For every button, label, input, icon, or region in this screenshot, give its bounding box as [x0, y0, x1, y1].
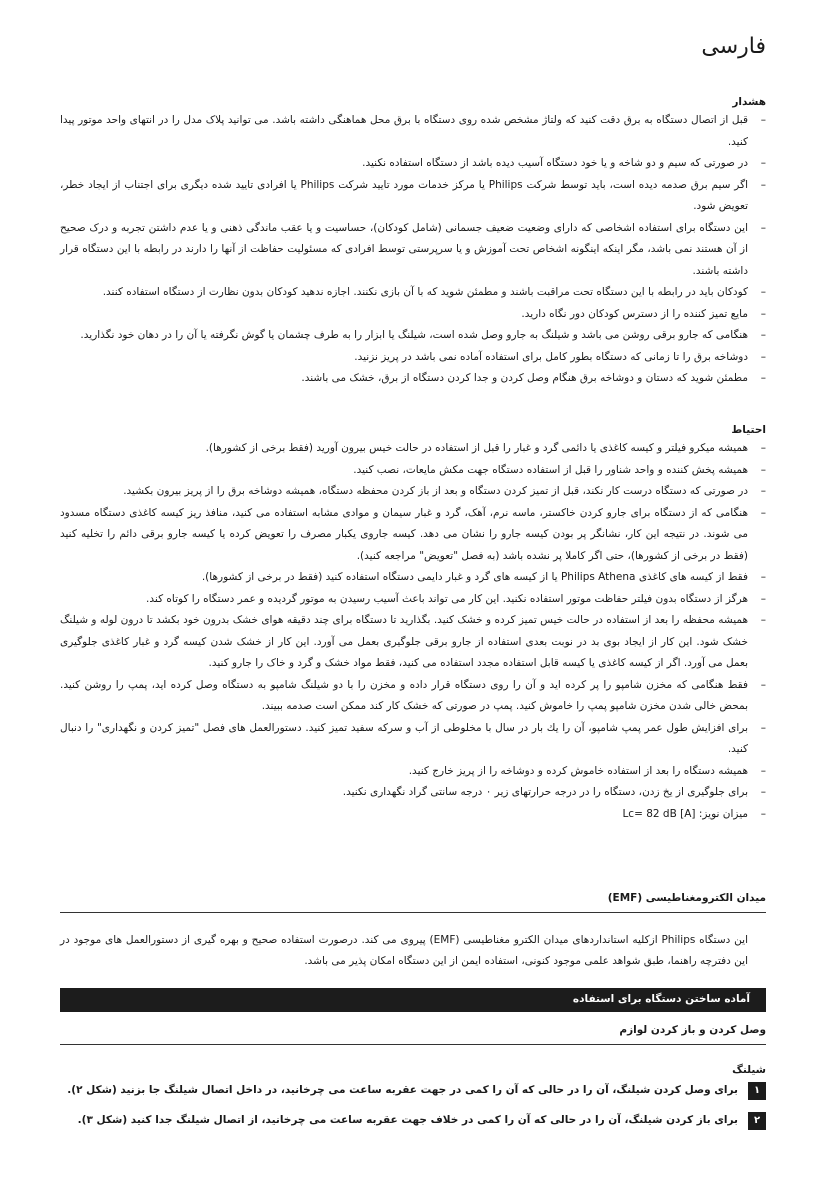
page-title: فارسی	[701, 34, 766, 59]
caution-item: – میزان نویز: Lc= 82 dB [A]	[622, 807, 766, 820]
warning-item: – اگر سیم برق صدمه دیده است، باید توسط شرکت Philips یا مرکز خدمات مورد تایید شرکت Philips یا افرادی تایید شده دیگری برای اجتناب از ایجاد خطر، تعویض شود.	[60, 178, 766, 212]
step-text: برای وصل کردن شیلنگ، آن را در حالی که آن را کمی در جهت عقربه ساعت می چرخانید، در داخل اتصال شیلنگ جا بزنید (شکل ۲).	[67, 1084, 738, 1096]
divider	[60, 912, 766, 913]
caution-item: – همیشه دستگاه را بعد از استفاده خاموش کرده و دوشاخه را از پریز خارج کنید.	[408, 764, 766, 777]
warning-item: – کودکان باید در رابطه با این دستگاه تحت مراقبت باشند و مطمئن شوید که با آن بازی نکنند. اجازه ندهید کودکان بدون نظارت از دستگاه استفاده کنند.	[102, 286, 766, 298]
step-number: ۱	[748, 1082, 766, 1100]
caution-item: – همیشه محفظه را بعد از استفاده در حالت خیس تمیز کرده و خشک کنید. بگذارید تا دستگاه برای چند دقیقه هوای خشک بدرون خود بکشد تا درون لوله و شیلنگ خشک شود. این کار از ایجاد بوی بد در نوبت بعدی استفاده از جارو برقی جلوگیری بعمل می آورد. این کار از خشک شدن کیسه گرد و غبار کاغذی جلوگیری بعمل می آورد. اگر از کیسه کاغذی یا کیسه قابل استفاده مجدد استفاده می کنید، فقط مواد خشک و گرد و خاک را جارو کنید.	[60, 614, 766, 669]
emf-heading: میدان الکترومغناطیسی (EMF)	[607, 892, 766, 904]
caution-item: – فقط هنگامی که مخزن شامپو را پر کرده اید و آن را روی دستگاه قرار داده و مخزن را با دو شیلنگ شامپو به دستگاه وصل کرده اید، پمپ را روشن کنید. بمحض خالی شدن مخزن شامپو پمپ را خاموش کنید. پمپ در صورتی که خشک کار کند ممکن است صدمه ببیند.	[60, 678, 766, 712]
warning-item: – دوشاخه برق را تا زمانی که دستگاه بطور کامل برای استفاده آماده نمی باشد در پریز نزنید.	[354, 350, 766, 363]
warning-item: – قبل از اتصال دستگاه به برق دقت کنید که ولتاژ مشخص شده روی دستگاه با برق محل هماهنگی داشته باشد. می توانید پلاک مدل را در انتهای واحد موتور پیدا کنید.	[60, 114, 766, 148]
caution-item: – همیشه پخش کننده و واحد شناور را قبل از استفاده دستگاه جهت مکش مایعات، نصب کنید.	[353, 463, 766, 476]
section-bar-title: آماده ساختن دستگاه برای استفاده	[572, 993, 750, 1005]
step-text: برای باز کردن شیلنگ، آن را در حالی که آن را کمی در خلاف جهت عقربه ساعت می چرخانید، از اتصال شیلنگ جدا کنید (شکل ۳).	[77, 1114, 738, 1126]
warning-item: – مطمئن شوید که دستان و دوشاخه برق هنگام وصل کردن و جدا کردن دستگاه از برق، خشک می باشند.	[301, 372, 766, 384]
caution-item: – در صورتی که دستگاه درست کار نکند، قبل از تمیز کردن دستگاه و بعد از باز کردن محفظه دستگاه، همیشه دوشاخه برق را از پریز بیرون بکشید.	[123, 485, 766, 497]
warning-item: – در صورتی که سیم و دو شاخه و یا خود دستگاه آسیب دیده باشد از دستگاه استفاده نکنید.	[362, 157, 766, 169]
caution-item: – برای جلوگیری از یخ زدن، دستگاه را در درجه حرارتهای زیر ۰ درجه سانتی گراد نگهداری نکنید.	[342, 786, 766, 798]
warning-item: – مایع تمیز کننده را از دسترس کودکان دور نگاه دارید.	[521, 307, 766, 320]
step-2	[60, 1114, 766, 1126]
warning-item: – این دستگاه برای استفاده اشخاصی که دارای وضعیت ضعیف جسمانی (شامل کودکان)، حساسیت و یا عقب ماندگی ذهنی و یا عدم داشتن تجربه و درک صحیح از آن هستند نمی باشد، مگر اینکه اینگونه اشخاص تحت آموزش و یا سرپرستی توسط افرادی که مسئولیت حفاظت از آنها را دارند در رابطه با این دستگاه قرار داشته باشند.	[60, 221, 766, 277]
caution-item: – هنگامی که از دستگاه برای جارو کردن خاکستر، ماسه نرم، آهک، گرد و غبار سیمان و موادی مشابه استفاده می کنید، منافذ ریز کیسه کاغذی دستگاه مسدود می شوند. در نتیجه این کار، نشانگر پر بودن کیسه جارو را نشان می دهد. کیسه جاروی یکبار مصرف را تعویض کرده یا کیسه جارو برقی دائم را تخلیه کنید (فقط در برخی از کشورها)، حتی اگر کاملا پر نشده باشد (به فصل "تعویض" مراجعه کنید).	[60, 506, 766, 562]
caution-item: – هرگز از دستگاه بدون فیلتر حفاظت موتور استفاده نکنید. این کار می تواند باعث آسیب رسیدن به موتور گردیده و عمر دستگاه را کوتاه کند.	[146, 592, 766, 605]
step-number: ۲	[748, 1112, 766, 1130]
section-bar	[60, 988, 766, 1012]
caution-item: – برای افزایش طول عمر پمپ شامپو، آن را یك بار در سال با مخلوطی از آب و سرکه سفید تمیز کنید. دستورالعمل های فصل "تمیز کردن و نگهداری" را دنبال کنید.	[60, 721, 766, 755]
warning-heading: هشدار	[732, 96, 766, 108]
accessories-heading: وصل کردن و باز کردن لوازم	[619, 1024, 766, 1036]
caution-list	[60, 438, 766, 825]
emf-text: این دستگاه Philips ازکلیه استانداردهای میدان الکترو مغناطیسی (EMF) پیروی می کند. درصورت استفاده صحیح و بهره گیری از دستورالعمل های موجود در این دفترچه راهنما، طبق شواهد علمی موجود کنونی، استفاده ایمن از این دستگاه امکان پذیر می باشد.	[60, 934, 748, 967]
caution-item: – فقط از کیسه های کاغذی Philips Athena یا از کیسه های گرد و غبار دایمی دستگاه استفاده کنید (فقط در برخی از کشورها).	[201, 571, 766, 583]
warning-list	[60, 110, 766, 390]
manual-page	[60, 0, 766, 1191]
caution-heading: احتیاط	[731, 424, 766, 436]
step-1	[60, 1084, 766, 1096]
caution-item: – همیشه میکرو فیلتر و کیسه کاغذی یا دائمی گرد و غبار را قبل از استفاده در حالت خیس بیرون آورید (فقط برخی از کشورها).	[205, 442, 766, 454]
divider	[60, 1044, 766, 1045]
warning-item: – هنگامی که جارو برقی روشن می باشد و شیلنگ به جارو وصل شده است، شیلنگ یا ابزار را به طرف چشمان یا گوش نگرفته یا آن را در دهان خود نگذارید.	[80, 329, 766, 341]
hose-heading: شیلنگ	[732, 1064, 766, 1076]
